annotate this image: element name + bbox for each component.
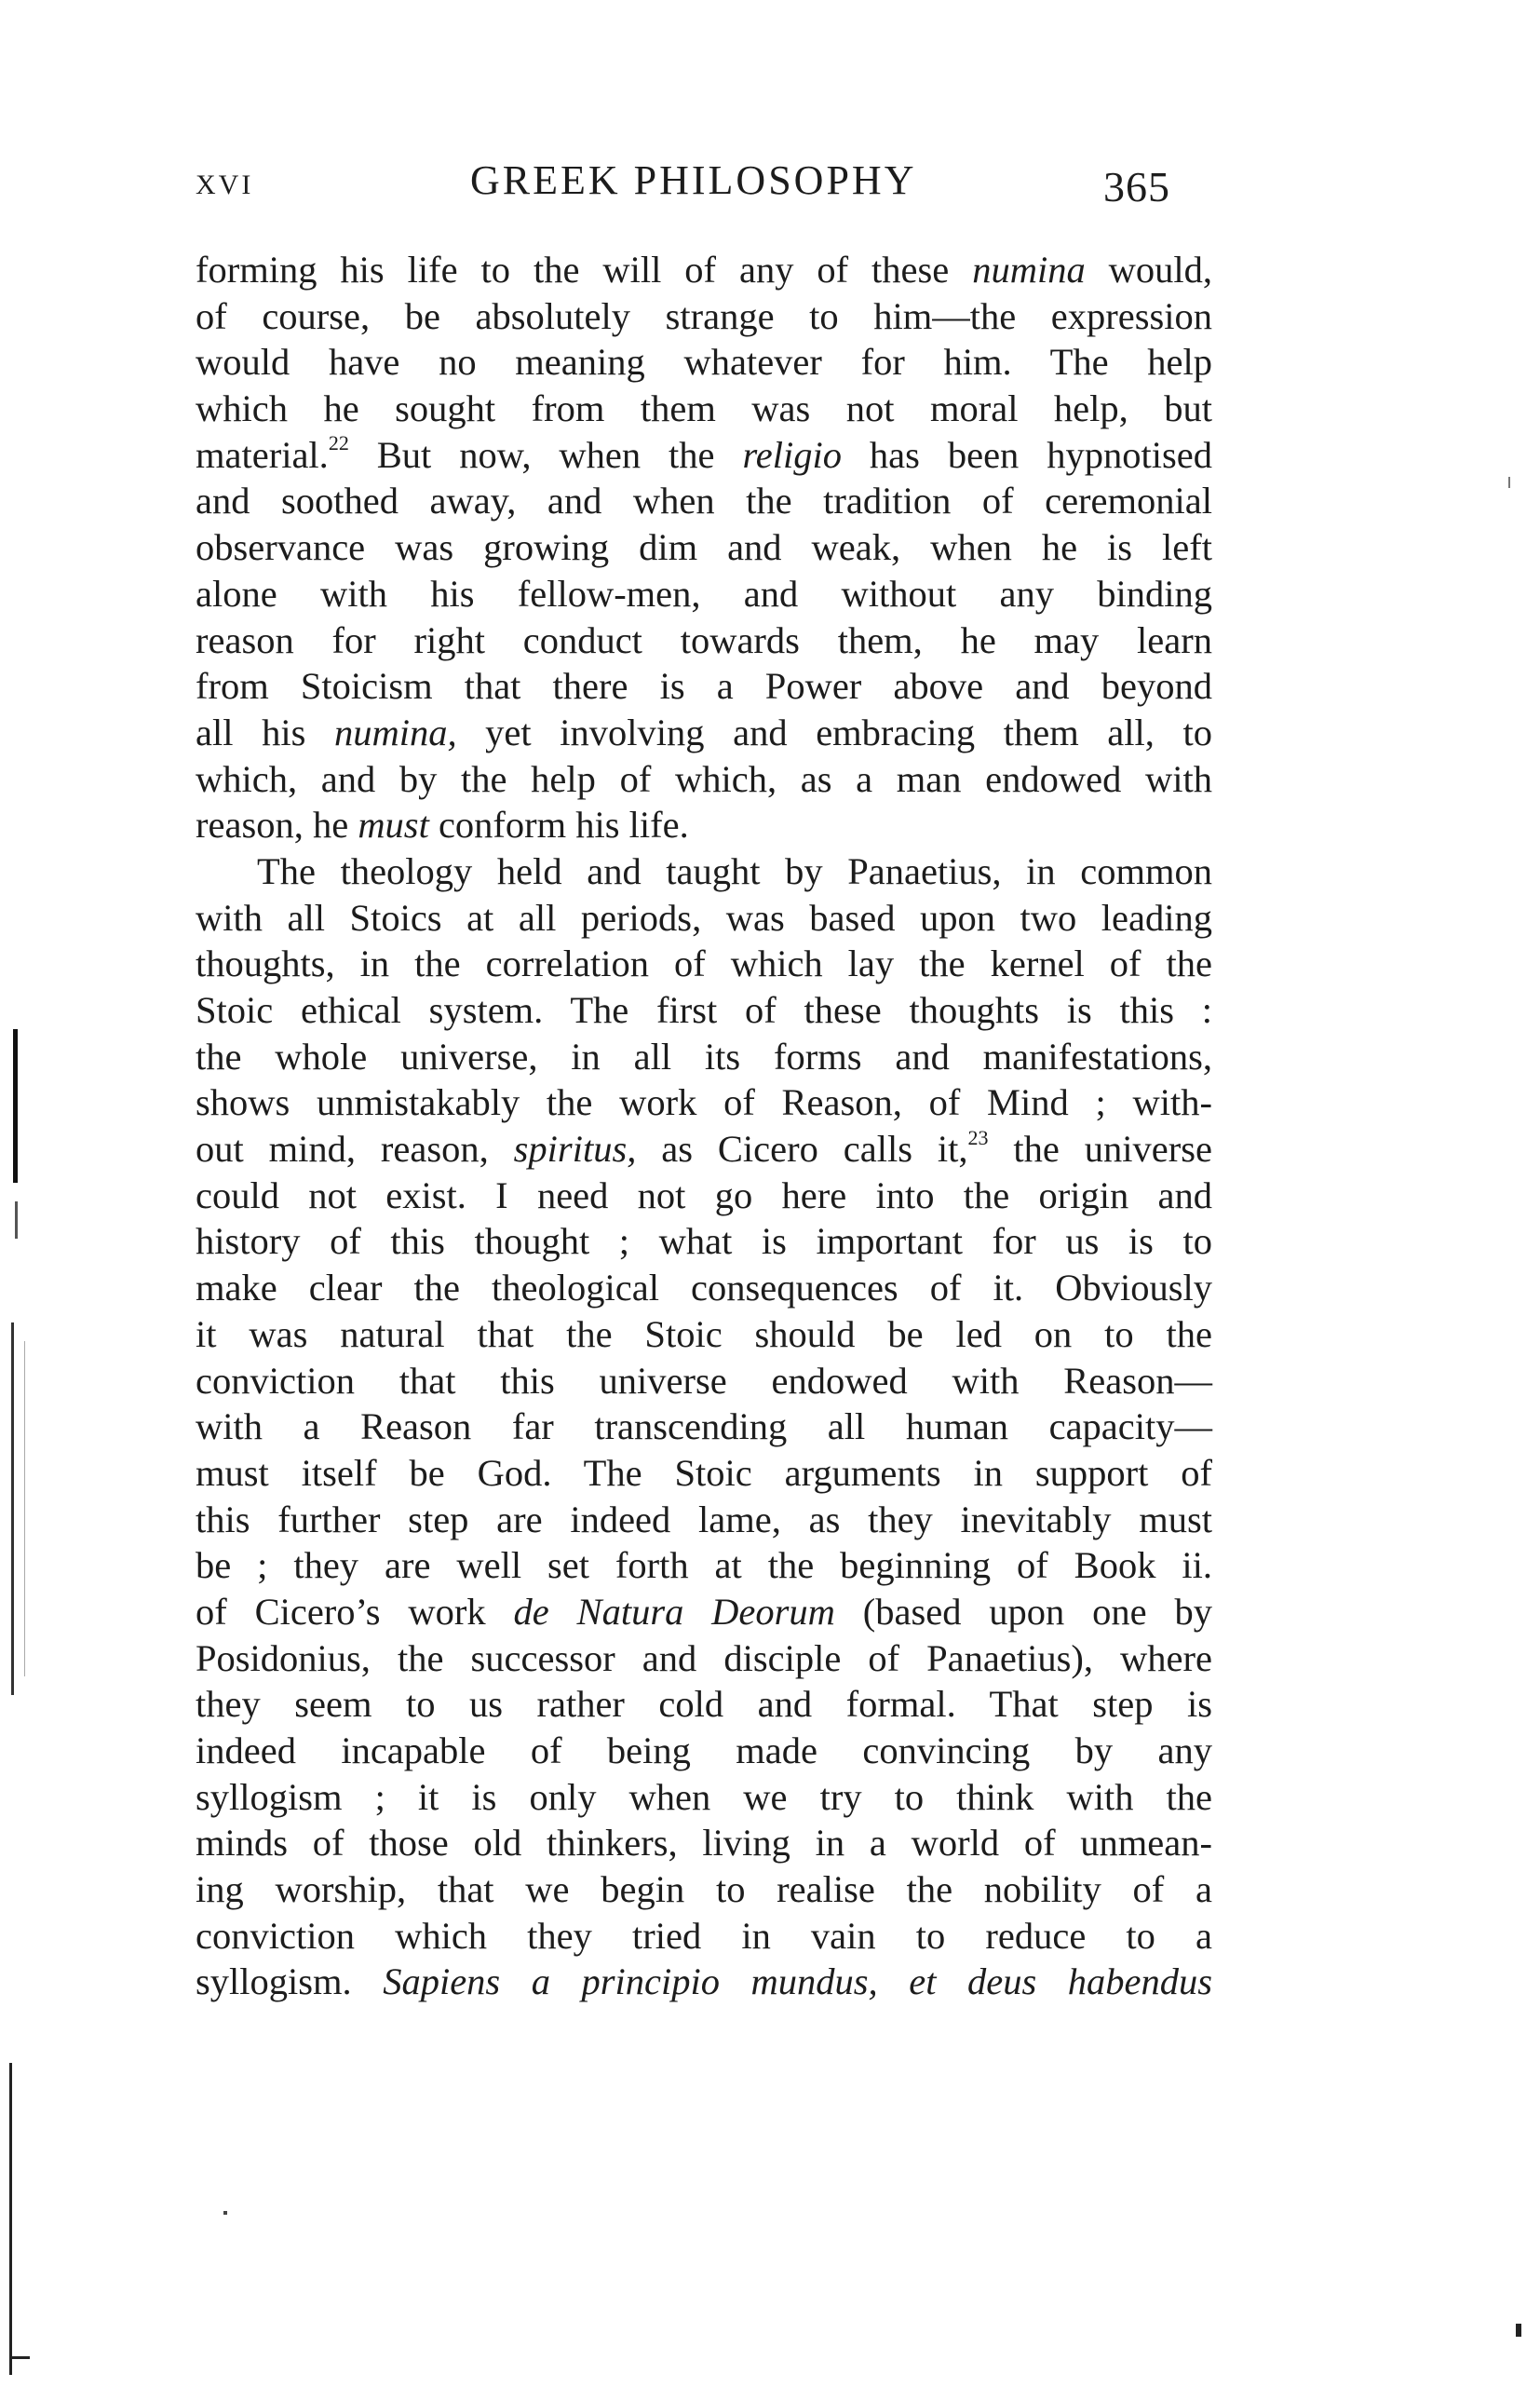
scan-edge-mark: [24, 1341, 25, 1676]
text-line: shows unmistakably the work of Reason, of Mind ; with-: [196, 1081, 1212, 1124]
paragraph-1: [196, 247, 1212, 848]
running-title: GREEK PHILOSOPHY: [470, 157, 917, 203]
text-line: this further step are indeed lame, as they inevitably must: [196, 1498, 1212, 1540]
text-line: which he sought from them was not moral help, but: [196, 387, 1212, 430]
scan-edge-mark: [9, 2063, 12, 2375]
scan-edge-mark: [1508, 477, 1510, 488]
text-line: syllogism ; it is only when we try to think with the: [196, 1775, 1212, 1818]
text-line: which, and by the help of which, as a man endowed with: [196, 757, 1212, 800]
italic-term: numina,: [333, 711, 457, 753]
scan-edge-mark: [13, 1029, 18, 1183]
text-line: thoughts, in the correlation of which lay the kernel of the: [196, 943, 1212, 985]
text-line: reason for right conduct towards them, he may learn: [196, 618, 1212, 661]
scan-edge-mark: [223, 2211, 227, 2215]
text-line: syllogism. Sapiens a principio mundus, et deus habendus: [196, 1960, 1212, 2003]
text-line: conviction which they tried in vain to reduce to a: [196, 1914, 1212, 1957]
paragraph-2: [196, 848, 1212, 2005]
text-line: and soothed away, and when the tradition of ceremonial: [196, 480, 1212, 522]
text-line: make clear the theological consequences of it. Obviously: [196, 1267, 1212, 1309]
text-line: all his numina, yet involving and embracing them all, to: [196, 711, 1212, 753]
text-line: could not exist. I need not go here into the origin and: [196, 1173, 1212, 1216]
italic-quote: Sapiens a principio mundus, et deus habendus: [383, 1960, 1212, 2003]
text-line: from Stoicism that there is a Power above and beyond: [196, 665, 1212, 708]
page-number: 365: [1103, 163, 1170, 210]
text-line: material.$^{22}$ But now, when the religio has been hypnotised: [196, 431, 1212, 476]
text-line: of Cicero’s work de Natura Deorum (based upon one by: [196, 1590, 1212, 1633]
text-line: indeed incapable of being made convincing by any: [196, 1729, 1212, 1771]
text-line: Stoic ethical system. The first of these thoughts is this :: [196, 989, 1212, 1031]
text-line: alone with his fellow-men, and without any binding: [196, 572, 1212, 615]
text-line: with a Reason far transcending all human capacity—: [196, 1405, 1212, 1448]
text-line: out mind, reason, spiritus, as Cicero calls it,$^{23}$ the universe: [196, 1125, 1212, 1171]
text-line: minds of those old thinkers, living in a world of unmean-: [196, 1822, 1212, 1865]
body-text: [196, 247, 1212, 2005]
text-line: reason, he must conform his life.: [196, 804, 689, 847]
chapter-number: XVI: [196, 170, 254, 200]
italic-term: spiritus,: [513, 1128, 637, 1171]
text-line: forming his life to the will of any of these numina would,: [196, 249, 1213, 291]
text-line: would have no meaning whatever for him. The help: [196, 341, 1212, 384]
scan-edge-mark: [11, 1322, 14, 1695]
scan-edge-mark: [15, 1201, 18, 1239]
text-line: conviction that this universe endowed with Reason—: [196, 1359, 1212, 1402]
text-line: must itself be God. The Stoic arguments in support of: [196, 1451, 1212, 1494]
footnote-ref-22: 22: [328, 431, 349, 455]
italic-term: religio: [742, 433, 842, 476]
italic-term: must: [358, 804, 429, 847]
italic-title: de Natura Deorum: [513, 1590, 835, 1633]
text-line: the whole universe, in all its forms and manifestations,: [196, 1035, 1212, 1078]
italic-term: numina: [972, 249, 1086, 291]
text-line: ing worship, that we begin to realise the nobility of a: [196, 1868, 1212, 1911]
text-line: with all Stoics at all periods, was based upon two leading: [196, 896, 1212, 939]
text-line: history of this thought ; what is important for us is to: [196, 1220, 1212, 1263]
text-line: observance was growing dim and weak, when he is left: [196, 526, 1212, 569]
text-line: of course, be absolutely strange to him—the expression: [196, 294, 1212, 337]
text-line: they seem to us rather cold and formal. That step is: [196, 1683, 1212, 1726]
text-line: it was natural that the Stoic should be led on to the: [196, 1312, 1212, 1355]
scan-edge-mark: [1516, 2324, 1521, 2337]
footnote-ref-23: 23: [967, 1125, 989, 1149]
text-line: The theology held and taught by Panaetius, in common: [257, 849, 1212, 892]
text-line: be ; they are well set forth at the beginning of Book ii.: [196, 1544, 1212, 1587]
scan-edge-mark: [9, 2356, 30, 2359]
text-line: Posidonius, the successor and disciple of Panaetius), where: [196, 1636, 1212, 1679]
running-head: [196, 156, 1220, 212]
